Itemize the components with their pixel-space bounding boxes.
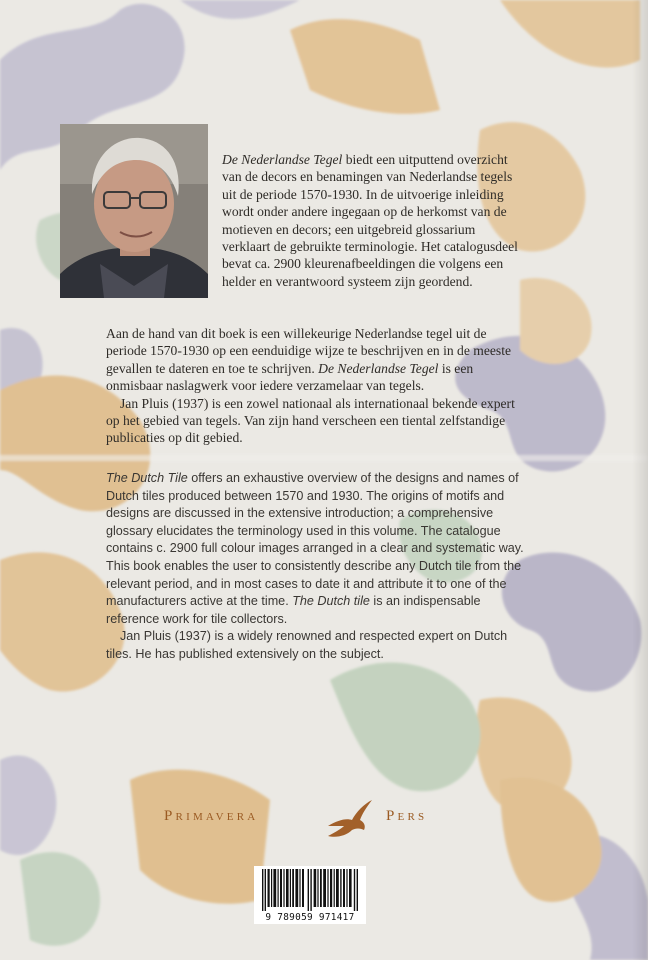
publisher-logo [160,798,460,848]
english-intro-text: offers an exhaustive overview of the designs and names of Dutch tiles produced between 1570 and 1930. The origins of motifs and designs are discussed in the extensive introduction; a comprehensive glossary elucidates the terminology used in this volume. The catalogue contains c. 2900 full colour images arranged in a clear and systematic way. This book enables the user to consistently describe any Dutch tile from the relevant period, and in most cases to date it and attribute it to one of the manufacturers active at the time. [106,471,524,609]
isbn-digits: 9 789059 971417 [265,912,355,923]
dutch-blurb-continued [106,325,526,447]
dutch-intro-text: biedt een uitputtend overzicht van de decors en benamingen van Nederlandse tegels uit de periode 1570-1930. In de uitvoerige inleiding wordt onder andere ingegaan op de herkomst van de motieven en decors; een uitgebreid glossarium verklaart de gebruikte terminologie. Het catalogusdeel bevat ca. 2900 kleurenafbeeldingen die volgens een helder en verantwoord systeem zijn geordend. [222,152,518,289]
author-photo [60,124,208,298]
dutch-usage-text-end: is een onmisbaar naslagwerk voor iedere verzamelaar van tegels. [106,360,474,394]
english-book-title-2: The Dutch tile [292,594,370,609]
english-blurb [106,470,526,664]
dutch-book-title-2: De Nederlandse Tegel [318,360,439,376]
author-portrait-image [60,124,208,298]
swallow-icon [326,798,374,838]
tile-seam [0,455,648,461]
publisher-name-right: Pers [386,808,428,824]
isbn-barcode [254,866,366,924]
publisher-name-left: Primavera [164,808,259,824]
dutch-author-bio: Jan Pluis (1937) is een zowel nationaal als internationaal bekende expert op het gebied van tegels. Van zijn hand verscheen een tiental zelfstandige publicaties op dit gebied. [106,395,515,446]
barcode-bars [254,866,366,912]
book-spine-shadow [632,0,648,960]
english-author-bio: Jan Pluis (1937) is a widely renowned and respected expert on Dutch tiles. He has published extensively on the subject. [106,629,508,661]
dutch-blurb-intro [222,151,522,290]
dutch-usage-text: Aan de hand van dit boek is een willekeurige Nederlandse tegel uit de periode 1570-1930 op een eenduidige wijze te beschrijven en in de meeste gevallen te dateren en toe te schrijven. [106,326,512,376]
english-intro-text-end: is an indispensable reference work for tile collectors. [106,594,481,626]
dutch-book-title: De Nederlandse Tegel [222,152,343,167]
english-book-title: The Dutch Tile [106,471,188,485]
